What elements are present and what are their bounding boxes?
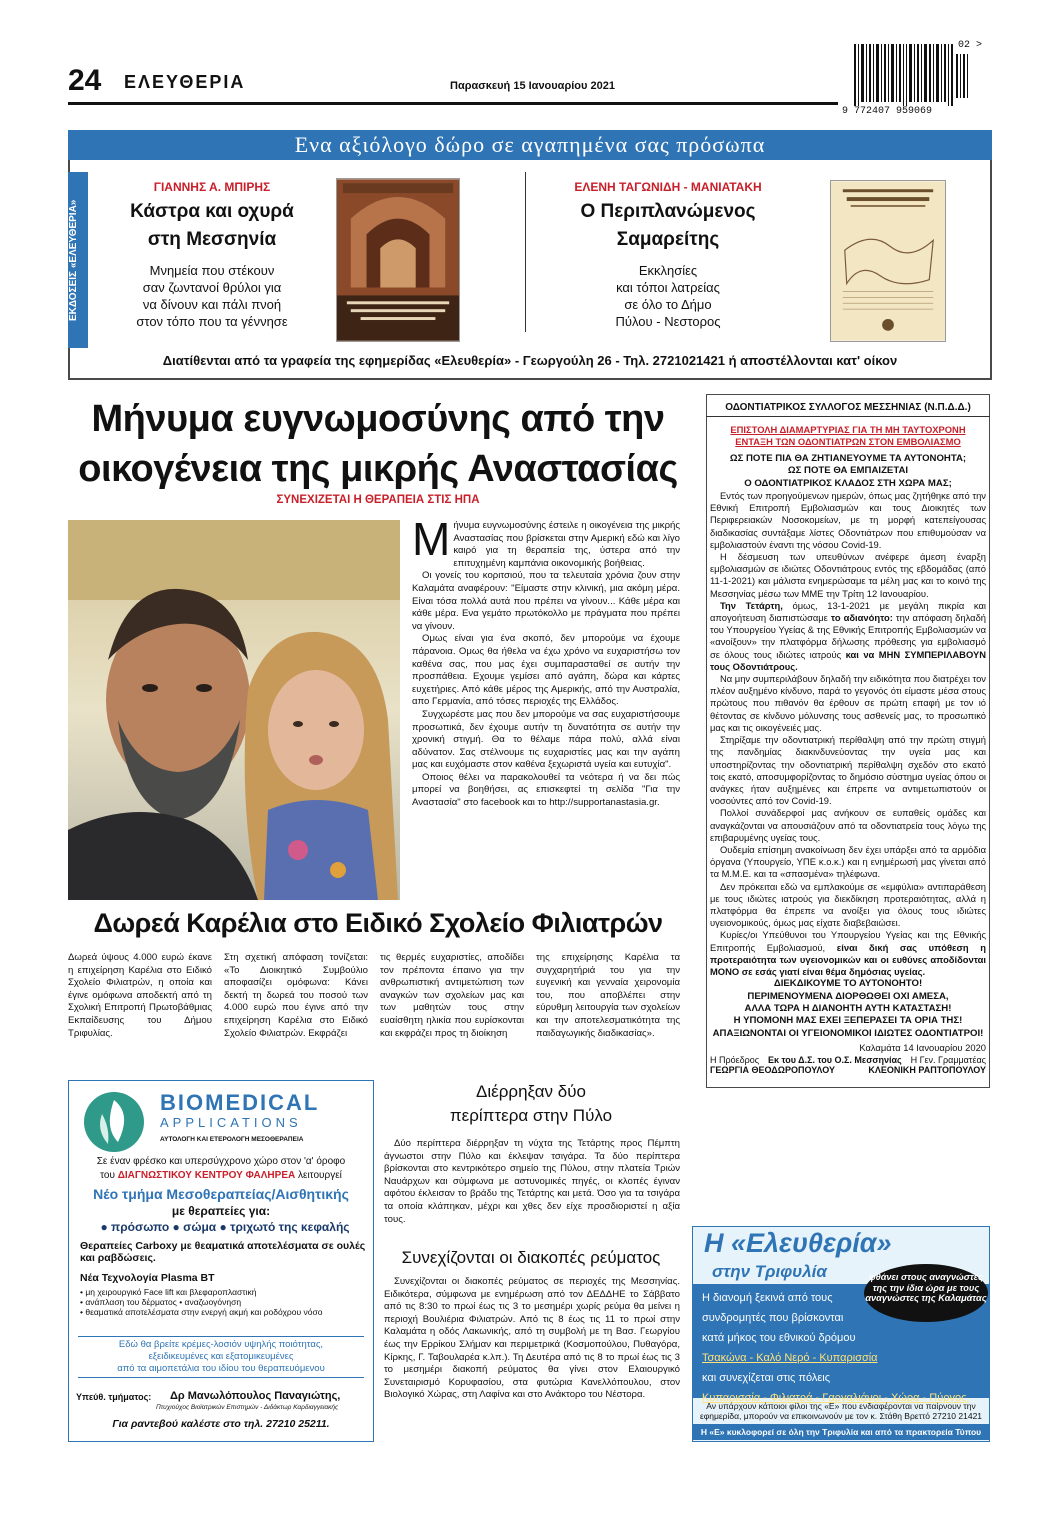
letter-paragraph-6: Πολλοί συνάδερφοί μας ανήκουν σε ευπαθείς ομάδες και αναγκάζονται να απουσιάζουν από τα οδοντιατρεία τους λόγω της επιβαρυμένης υγείας τους.: [710, 807, 986, 843]
book1-desc-4: στον τόπο που τα γέννησε: [136, 314, 288, 329]
bio-headline: Νέο τμήμα Μεσοθεραπείας/Αισθητικής: [93, 1186, 349, 1202]
karelia-col-4: [536, 952, 680, 1040]
triphylia-title: Η «Ελευθερία»: [704, 1228, 892, 1258]
book2-desc-1: Εκκλησίες: [638, 263, 698, 278]
book2-title-line1: Ο Περιπλανώμενος: [580, 201, 756, 222]
bio-cream-1: Εδώ θα βρείτε κρέμες-λοσιόν υψηλής ποιότητας,: [118, 1339, 324, 1350]
karelia-col-1: [68, 952, 212, 1040]
father-daughter-photo: [68, 520, 400, 900]
letter-heading-1: ΕΠΙΣΤΟΛΗ ΔΙΑΜΑΡΤΥΡΙΑΣ ΓΙΑ ΤΗ ΜΗ ΤΑΥΤΟΧΡΟΝΗ: [730, 424, 966, 435]
main-headline: [68, 394, 688, 494]
book2-info: [548, 180, 788, 330]
karelia-text-3: τις θερμές ευχαριστίες, αποδίδει τον πρέποντα έπαινο για την ανθρωπιστική αντιμετώπιση των αναγκών των σχολείων μας και των μαθητών τους στην ευαίσθητη ηλικία που ευρίσκονται και εκφράζει προς τη διοίκηση: [380, 952, 524, 1039]
letter-end-5: ΑΠΑΞΙΩΝΟΝΤΑΙ ΟΙ ΥΓΕΙΟΝΟΜΙΚΟΙ ΙΔΙΩΤΕΣ ΟΔΟΝΤΙΑΤΡΟΙ!: [712, 1027, 984, 1039]
triphylia-route-2: Κυπαρισσία - Φιλιατρά - Γαργαλιάνοι - Χώρα - Πύργος.: [702, 1392, 970, 1404]
bio-intro-2: [68, 1170, 374, 1181]
bio-items: [80, 1220, 370, 1317]
bio-creams-box: [78, 1336, 364, 1378]
bio-intro-1: Σε έναν φρέσκο και υπερσύγχρονο χώρο στον 'α' όροφο: [96, 1156, 346, 1167]
main-paragraph-5: Οποιος θέλει να παρακολουθεί τα νεότερα ή να δει πώς μπορεί να βοηθήσει, ας επισκεφτεί τη σελίδα "Για την Αναστασία" στο facebook και το http://supportanastasia.gr.: [412, 771, 680, 809]
karelia-col-3: [380, 952, 524, 1040]
drop-cap: Μ: [412, 513, 451, 565]
main-headline-line2: οικογένεια της μικρής Αναστασίας: [78, 448, 678, 490]
book2-title-line2: Σαμαρείτης: [616, 229, 720, 250]
triphylia-footer: Η «Ε» κυκλοφορεί σε όλη την Τριφυλία και από τα πρακτορεία Τύπου: [692, 1424, 990, 1440]
letter-p9-a: Κυρίες/οι Υπεύθυνοι του Υπουργείου Υγείας και της Εθνικής Επιτροπής Εμβολιασμού,: [710, 929, 986, 953]
sig-left-name: ΓΕΩΡΓΙΑ ΘΕΟΔΩΡΟΠΟΥΛΟΥ: [710, 1065, 835, 1076]
kiosk-headline: [382, 1080, 680, 1128]
book2-cover-image: [830, 180, 946, 342]
letter-end-3: ΑΛΛΑ ΤΩΡΑ Η ΔΙΑΝΟΗΤΗ ΑΥΤΗ ΚΑΤΑΣΤΑΣΗ!: [744, 1002, 952, 1014]
main-subheadline: ΣΥΝΕΧΙΖΕΤΑΙ Η ΘΕΡΑΠΕΙΑ ΣΤΙΣ ΗΠΑ: [276, 494, 480, 506]
triphylia-oval-badge: φθάνει στους αναγνώστες της την ίδια ώρα με τους αναγνώστες της Καλαμάτας: [864, 1264, 988, 1322]
bio-intro-2-post: λειτουργεί: [295, 1170, 342, 1181]
letter-date: Καλαμάτα 14 Ιανουαρίου 2020: [859, 1042, 986, 1054]
karelia-col-2: [224, 952, 368, 1040]
letter-end-2: ΠΕΡΙΜΕΝΟΥΜΕΝΑ ΔΙΟΡΘΩΘΕΙ ΟΧΙ ΑΜΕΣΑ,: [747, 990, 949, 1002]
bio-bullets: ● πρόσωπο ● σώμα ● τριχωτό της κεφαλής: [100, 1220, 350, 1234]
letter-paragraph-5: Στηρίξαμε την οδοντιατρική περίθαλψη από την πρώτη στιγμή της πανδημίας διακινδυνεύοντας την υγεία μας και υποστηρίζοντας την οδοντιατρική περίθαλψη σχεδόν στο εκατό τοις εκατό, αποσυμφορίζοντας το δημόσιο σύστημα υγείας όπου οι ανάγκες ήταν αυξημένες και έπρεπε να αντιμετωπιστούν οι νοσούντες από τον Covid-19.: [710, 734, 986, 807]
letter-p3-d: την απόφαση δηλαδή του Υπουργείου Υγείας & της Εθνικής Επιτροπής Εμβολιασμών να «ανοίξουν» την πλατφόρμα δήλωσης πρόθεσης για εμβολιασμό σε όλους τους ιδιώτες ιατρούς: [710, 612, 986, 660]
letter-body: [710, 420, 986, 1075]
issue-date: Παρασκευή 15 Ιανουαρίου 2021: [450, 80, 615, 92]
letter-paragraph-1: Εντός των προηγούμενων ημερών, όπως μας ζητήθηκε από την Εθνική Επιτροπή Εμβολιασμών και τους Διοικητές των Περιφερειακών Νοσοκομείων, με τη μορφή κατεπείγουσας διαδικασίας συντάξαμε λίστες Οδοντιάτρων που επιθυμούσαν να εμβολιαστούν έναντι της νόσου Covid-19.: [710, 490, 986, 550]
bio-cream-3: από τα αιμοπετάλια του ιδίου του θεραπευόμενου: [117, 1363, 325, 1374]
karelia-text-2: Στη σχετική απόφαση τονίζεται: «Το Διοικητικό Συμβούλιο αποφασίζει ομόφωνα: Κάνει δεκτή τη δωρεά του ποσού των 4.000 ευρώ που έγινε από την επιχείρηση Καρέλια στο Ειδικό Σχολείο Φιλιατρών. Εκφράζει: [224, 952, 368, 1039]
triphylia-route-1: Τσακώνα - Καλό Νερό - Κυπαρισσία: [702, 1352, 878, 1364]
kiosk-paragraph: Δύο περίπτερα διέρρηξαν τη νύχτα της Τετάρτης προς Πέμπτη άγνωστοι στην Πύλο και έκλεψαν τσιγάρα. Τα δύο περίπτερα βρίσκονται στο κεντρικότερο σημείο της Πύλου, στην πλατεία Τριών Ναυάρχων και σύμφωνα με αστυνομικές πηγές, οι κλοπές έγιναν αφότου έκλεισαν το βράδυ της Τετάρτης και μετά. Όσο για τα τσιγάρα τα οποία κλάπηκαν, μέχρι και χθες δεν είχε προσδιοριστεί η αξία τους.: [384, 1138, 680, 1225]
bio-diagnostic-center: ΔΙΑΓΝΩΣΤΙΚΟΥ ΚΕΝΤΡΟΥ ΦΑΛΗΡΕΑ: [117, 1170, 296, 1181]
bio-carboxy: Θεραπείες Carboxy με θεαματικά αποτελέσματα σε ουλές και ραβδώσεις.: [80, 1240, 366, 1264]
letter-p3-a: Την Τετάρτη,: [720, 599, 783, 611]
letter-paragraph-8: Δεν πρόκειται εδώ να εμπλακούμε σε «εμφύλια» αντιπαράθεση με τους ιδιώτες ιατρούς για διεκδίκηση προτεραιότητας, αλλά η πλατφόρμα θα έπρεπε να ανοίξει για όλους τους ιδιώτες υγειονομικούς, όμως μας είχατε διαβεβαιώσει.: [710, 880, 986, 929]
sig-right-role: Η Γεν. Γραμματέας: [910, 1055, 986, 1066]
main-headline-line1: Μήνυμα ευγνωμοσύνης από την: [91, 398, 665, 440]
bio-resp-title: Πτυχιούχος Βιοϊατρικών Επιστημών - Διδάκτωρ Καρδιαγγειακής: [156, 1404, 339, 1411]
letter-rule: [706, 416, 990, 417]
page-number: 24: [68, 64, 102, 97]
sig-right-name: ΚΛΕΟΝΙΚΗ ΡΑΠΤΟΠΟΥΛΟΥ: [868, 1065, 986, 1076]
triphylia-body-3: κατά μήκος του εθνικού δρόμου: [702, 1332, 856, 1344]
main-article-body: [412, 513, 680, 810]
kiosk-headline-line2: περίπτερα στην Πύλο: [449, 1106, 613, 1125]
book1-desc-1: Μνημεία που στέκουν: [149, 263, 275, 278]
bio-plasma-3: • θεαματικά αποτελέσματα στην ενεργή ακμή και ροδόχρου νόσο: [80, 1307, 323, 1317]
power-headline: Συνεχίζονται οι διακοπές ρεύματος: [401, 1248, 661, 1267]
letter-p3-c: το αδιανόητο:: [830, 612, 893, 624]
letter-paragraph-9: [710, 929, 986, 978]
book1-desc-2: σαν ζωντανοί θρύλοι για: [142, 280, 282, 295]
bio-plasma-2: • ανάπλαση του δέρματος • αναζωογόνηση: [80, 1297, 242, 1307]
bio-appointment: Για ραντεβού καλέστε στο τηλ. 27210 25211.: [112, 1418, 330, 1430]
main-paragraph-2: Οι γονείς του κοριτσιού, που τα τελευταία χρόνια ζουν στην Καλαμάτα αναφέρουν: "Είμαστε στην κλινική, μια ακόμη μέρα. Είναι τόσα πολλά αυτά που πρέπει να γίνουν... Κάθε μέρα και κάθε μέρα. Ενα γεμάτο πρωτόκολλο με πράγματα που πρέπει να γίνουν.: [412, 570, 680, 632]
header-rule: [68, 102, 838, 105]
triphylia-body-2: συνδρομητές που βρίσκονται: [702, 1312, 844, 1324]
letter-p3-b: όμως, 13-1-2021 με μεγάλη πικρία και απογοήτευση διαπιστώσαμε: [710, 599, 986, 624]
barcode-icon: [852, 40, 972, 114]
book2-desc-4: Πύλου - Νεστορος: [615, 314, 721, 329]
barcode-number: 9 772407 959069: [842, 106, 933, 117]
bio-therapies: με θεραπείες για:: [171, 1204, 271, 1218]
book1-author: ΓΙΑΝΝΗΣ Α. ΜΠΙΡΗΣ: [153, 180, 271, 194]
letter-question-1: ΩΣ ΠΟΤΕ ΠΙΑ ΘΑ ΖΗΤΙΑΝΕΥΟΥΜΕ ΤΑ ΑΥΤΟΝΟΗΤΑ;: [729, 452, 967, 464]
book1-title-line2: στη Μεσσηνία: [147, 229, 277, 250]
biomedical-name: BIOMEDICAL: [160, 1090, 320, 1115]
book2-author: ΕΛΕΝΗ ΤΑΓΩΝΙΔΗ - ΜΑΝΙΑΤΑΚΗ: [574, 180, 762, 194]
letter-org: ΟΔΟΝΤΙΑΤΡΙΚΟΣ ΣΥΛΛΟΓΟΣ ΜΕΣΣΗΝΙΑΣ (Ν.Π.Δ.Δ.): [725, 402, 971, 413]
book1-desc-3: να δίνουν και πάλι πνοή: [142, 297, 282, 312]
bio-resp-label: Υπεύθ. τμήματος:: [76, 1392, 152, 1402]
letter-p9-b: είναι δική σας υπόθεση η προτεραιότητα των υγειονομικών και οι ευθύνες αποδίδονται ΜΟΝΟ σε εσάς γιατί είναι θέμα δημόσιας υγείας.: [710, 941, 986, 977]
power-body: [384, 1276, 680, 1402]
triphylia-note: Αν υπάρχουν κάποιοι φίλοι της «Ε» που ενδιαφέρονται να παίρνουν την εφημερίδα, μπορούν να επικοινωνούν με τον κ. Στάθη Βρεττό 27210 21421: [699, 1401, 983, 1421]
letter-question-3: Ο ΟΔΟΝΤΙΑΤΡΙΚΟΣ ΚΛΑΔΟΣ ΣΤΗ ΧΩΡΑ ΜΑΣ;: [744, 477, 952, 489]
letter-end-1: ΔΙΕΚΔΙΚΟΥΜΕ ΤΟ ΑΥΤΟΝΟΗΤΟ!: [773, 978, 923, 990]
biomedical-applications: APPLICATIONS: [160, 1115, 302, 1130]
triphylia-subtitle: στην Τριφυλία: [712, 1262, 827, 1281]
book2-desc-2: και τόποι λατρείας: [616, 280, 720, 295]
triphylia-body-1: Η διανομή ξεκινά από τους: [702, 1292, 833, 1304]
newspaper-logo: ΕΛΕΥΘΕΡΙΑ: [124, 72, 246, 92]
letter-p3-e: και να ΜΗΝ ΣΥΜΠΕΡΙΛΑΒΟΥΝ τους Οδοντιάτρους.: [710, 648, 987, 672]
letter-question-2: ΩΣ ΠΟΤΕ ΘΑ ΕΜΠΑΙΖΕΤΑΙ: [787, 465, 909, 477]
promo-divider: [525, 172, 526, 332]
leaf-logo-icon: [84, 1092, 144, 1152]
letter-end-4: Η ΥΠΟΜΟΝΗ ΜΑΣ ΕΧΕΙ ΞΕΠΕΡΑΣΕΙ ΤΑ ΟΡΙΑ ΤΗΣ!: [733, 1015, 963, 1027]
letter-signatures-roles: [710, 1055, 986, 1065]
main-paragraph-4: Συγχωρέστε μας που δεν μπορούμε να σας ευχαριστήσουμε προσωπικά, δεν έχουμε αυτήν τη δυνατότητα σε αυτήν την χρονική στιγμή. Θα το θέλαμε πάρα πολύ, αλλά είναι αδύνατον. Σας στέλνουμε τις ευχαριστίες μας και την αγάπη μας και ευχόμαστε στον καθένα ξεχωριστά υγεία και ευτυχία".: [412, 708, 680, 771]
kiosk-headline-line1: Διέρρηξαν δύο: [476, 1082, 586, 1101]
letter-paragraph-7: Ουδεμία επίσημη ανακοίνωση δεν έχει υπάρξει από τα αρμόδια όργανα (Υπουργείο, ΥΠΕ κ.ο.κ.) και η ενημέρωσή μας γίνεται από τα Μ.Μ.Ε. και τα «σπασμένα» τηλέφωνα.: [710, 843, 986, 880]
letter-paragraph-4: Να μην συμπεριλάβουν δηλαδή την ειδικότητα που διατρέχει τον πλέον αυξημένο κίνδυνο, παρά το γεγονός ότι είμαστε μέσα στους πρώτους που πιθανόν θα έρθουν σε πρώτη επαφή με τον ιό θέτοντας σε κίνδυνο μόλυνσης τους ασθενείς μας, το προσωπικό μας και τις οικογένειές μας.: [710, 673, 986, 733]
issue-code: 02 >: [958, 40, 983, 51]
sig-left-role: Η Πρόεδρος: [710, 1055, 760, 1066]
letter-paragraph-3: [710, 600, 986, 673]
letter-signatures-names: [710, 1065, 986, 1075]
promo-banner: Ενα αξιόλογο δώρο σε αγαπημένα σας πρόσωπα: [68, 130, 992, 160]
promo-side-label: ΕΚΔΟΣΕΙΣ «ΕΛΕΥΘΕΡΙΑ»: [68, 172, 88, 348]
karelia-headline: Δωρεά Καρέλια στο Ειδικό Σχολείο Φιλιατρών: [93, 908, 663, 938]
main-paragraph-1: ήνυμα ευγνωμοσύνης έστειλε η οικογένεια της μικρής Αναστασίας που βρίσκεται στην Αμερική εδώ και λίγο καιρό για τη θεραπεία της, ύστερα από την επιτυχημένη καμπάνια οικονομικής βοήθειας.: [453, 520, 680, 569]
bio-resp-name: Δρ Μανωλόπουλος Παναγιώτης,: [170, 1390, 341, 1402]
letter-paragraph-2: Η δέσμευση των υπευθύνων ανέφερε άμεση έναρξη εμβολιασμών σε ιδιώτες Οδοντιάτρους εντός της εβδομάδας (από 11-1-2021) και μάλιστα ενημερώσαμε τα μέλη μας και το κοινό της Μεσσηνίας μέσω των ΜΜΕ την Τρίτη 12 Ιανουαρίου.: [710, 551, 986, 599]
main-paragraph-3: Ομως είναι για ένα σκοπό, δεν μπορούμε να έχουμε πάρανοια. Ομως θα ήθελα να έχω χρόνο να ευχαριστήσω τον καθένα σας, που μας έχει συμπαρασταθεί σε αυτήν την προσπάθεια. Εχουμε γεμίσει από αγάπη, δώρα και κάρτες ευχετήριες. Από κάθε μέρος της Αμερικής, από την Αυστραλία, απο Γερμανία, από τόσες περιοχές της Ελλάδος.: [412, 633, 680, 708]
karelia-text-4: της επιχείρησης Καρέλια τα συγχαρητήριά του για την ευγενική και γενναία χειρονομία του, που αποβλέπει στην εύρυθμη λειτουργία των σχολείων και την αποτελεσματικότητα της παιδαγωγικής διαδικασίας».: [536, 952, 680, 1039]
bio-intro-2-pre: του: [100, 1170, 118, 1181]
kiosk-body: [384, 1138, 680, 1226]
bio-plasma-1: • μη χειρουργικό Face lift και βλεφαροπλαστική: [80, 1287, 257, 1297]
book1-info: [112, 180, 312, 330]
book2-desc-3: σε όλο το Δήμο: [624, 297, 712, 312]
karelia-text-1: Δωρεά ύψους 4.000 ευρώ έκανε η επιχείρηση Καρέλια στο Ειδικό Σχολείο Φιλιατρών, η οποία και έγινε ομόφωνα αποδεκτή από τη Σχολική Επιτροπή Πρωτοβάθμιας Εκπαίδευσης του Δήμου Τριφυλίας.: [68, 952, 212, 1039]
promo-footer: Διατίθενται από τα γραφεία της εφημερίδας «Ελευθερία» - Γεωργούλη 26 - Τηλ. 2721021421 ή αποστέλλονται κατ' οίκον: [162, 353, 898, 368]
sig-center: Εκ του Δ.Σ. του Ο.Σ. Μεσσηνίας: [767, 1055, 902, 1066]
power-paragraph: Συνεχίζονται οι διακοπές ρεύματος σε περιοχές της Μεσσηνίας. Ειδικότερα, σύμφωνα με ενημέρωση από τον ΔΕΔΔΗΕ το Σάββατο από τις 8:30 το πρωί έως τις 3 το μεσημέρι χωρίς ρεύμα θα μείνει η περιοχή Βουλιέρια Φιλιατρών. Από τις 8 έως τις 11 το πρωί στην Καλαμάτα η οδός Λακωνικής, από τη συμβολή με τη Βασ. Γεωργίου έως την Ερρίκου Σλήμαν και περιμετρικά (Κοσμοπούλου, Πυθαγόρα, Κίρκης, Γ. Ταβουλαρέα κ.λπ.). Τη Δευτέρα από τις 8 το πρωί έως τις 3 το μεσημέρι διακοπή ρεύματος θα γίνει στον Ελαιουργικό Συνεταιρισμό Κορυφασίου, στα φυτώρια Κανελλόπουλου, στον Βιολογικό Χώρας, στη Λαφίνα και στο Ανάκτορο του Νέστορα.: [384, 1276, 680, 1401]
biomedical-tagline: ΑΥΤΟΛΟΓΗ ΚΑΙ ΕΤΕΡΟΛΟΓΗ ΜΕΣΟΘΕΡΑΠΕΙΑ: [160, 1136, 304, 1143]
letter-heading-2: ΕΝΤΑΞΗ ΤΩΝ ΟΔΟΝΤΙΑΤΡΩΝ ΣΤΟΝ ΕΜΒΟΛΙΑΣΜΟ: [735, 436, 961, 448]
book1-title-line1: Κάστρα και οχυρά: [130, 201, 294, 222]
triphylia-body-4: και συνεχίζεται στις πόλεις: [702, 1372, 831, 1384]
bio-cream-2: εξειδικευμένες και εξατομικευμένες: [148, 1351, 294, 1362]
book1-cover-image: [336, 178, 460, 342]
bio-plasma: Νέα Τεχνολογία Plasma BT: [80, 1272, 215, 1284]
